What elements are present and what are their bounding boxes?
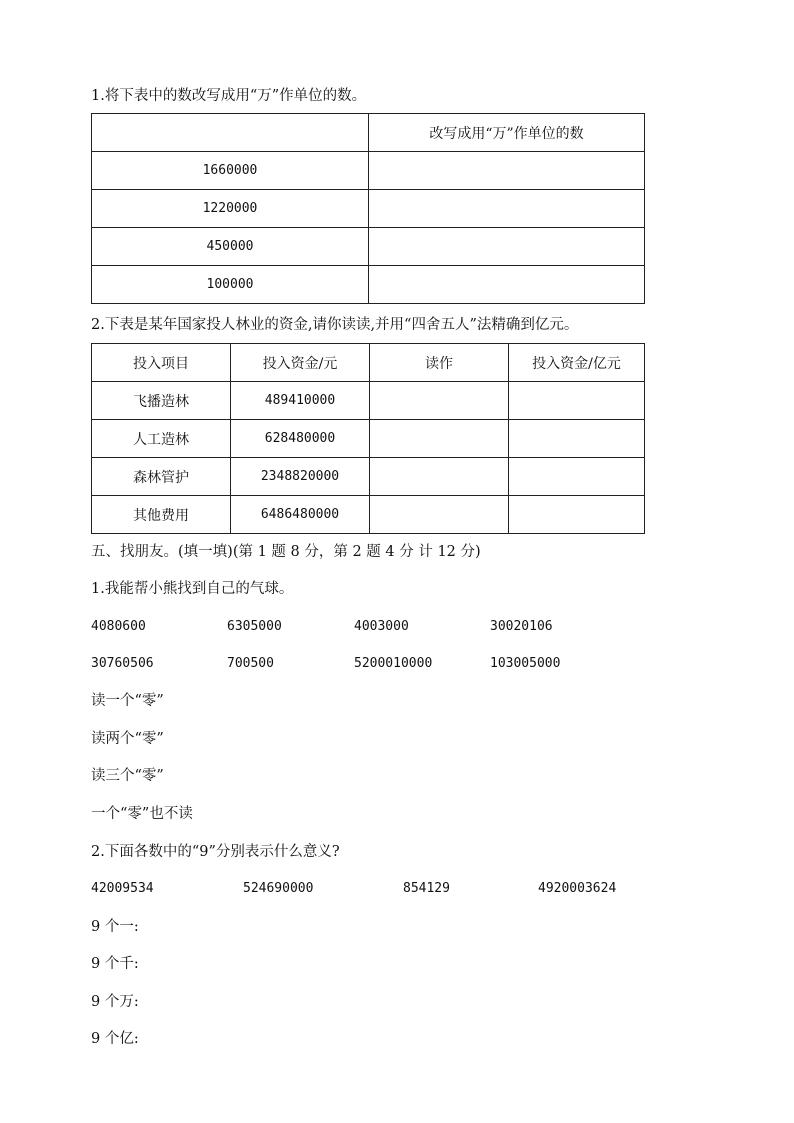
number-item: 4080600: [91, 619, 146, 634]
table-row: [92, 228, 645, 266]
section5-q1-title: 1.我能帮小熊找到自己的气球。: [91, 581, 294, 597]
number-item: 5200010000: [354, 656, 433, 671]
answer-cell[interactable]: [369, 152, 645, 190]
answer-cell[interactable]: [369, 190, 645, 228]
header-cell: 投入资金/亿元: [509, 344, 645, 382]
table-header-row: [92, 114, 645, 152]
number-item: 103005000: [490, 656, 561, 671]
answer-cell[interactable]: [509, 496, 645, 534]
nine-label: 9 个一:: [91, 919, 139, 935]
answer-cell[interactable]: [369, 266, 645, 304]
number-item: 4920003624: [538, 881, 617, 896]
q2-title: 2.下表是某年国家投人林业的资金,请你读读,并用“四舍五人”法精确到亿元。: [91, 317, 579, 333]
number-cell: 100000: [92, 266, 369, 304]
number-cell: 1220000: [92, 190, 369, 228]
table-row: [92, 420, 645, 458]
q1-table: [91, 113, 645, 304]
number-item: 700500: [227, 656, 274, 671]
item-cell: 森林管护: [92, 458, 231, 496]
answer-cell[interactable]: [509, 458, 645, 496]
q2-table: [91, 343, 645, 534]
table-row: [92, 190, 645, 228]
number-item: 6305000: [227, 619, 282, 634]
amount-cell: 489410000: [231, 382, 370, 420]
number-item: 854129: [403, 881, 450, 896]
nine-label: 9 个万:: [91, 994, 139, 1010]
amount-cell: 6486480000: [231, 496, 370, 534]
section5-title: 五、找朋友。(填一填)(第 1 题 8 分，第 2 题 4 分 计 12 分): [91, 544, 481, 560]
item-cell: 人工造林: [92, 420, 231, 458]
answer-cell[interactable]: [369, 228, 645, 266]
amount-cell: 2348820000: [231, 458, 370, 496]
header-cell: 投入项目: [92, 344, 231, 382]
table-row: [92, 266, 645, 304]
read-label: 一个“零”也不读: [91, 806, 193, 822]
item-cell: 飞播造林: [92, 382, 231, 420]
table-row: [92, 152, 645, 190]
read-label: 读三个“零”: [91, 768, 164, 784]
answer-cell[interactable]: [370, 496, 509, 534]
number-cell: 450000: [92, 228, 369, 266]
answer-cell[interactable]: [370, 420, 509, 458]
table-row: [92, 458, 645, 496]
answer-cell[interactable]: [509, 420, 645, 458]
answer-cell[interactable]: [370, 458, 509, 496]
table-row: [92, 382, 645, 420]
table-header-row: [92, 344, 645, 382]
read-label: 读两个“零”: [91, 731, 164, 747]
header-cell: 投入资金/元: [231, 344, 370, 382]
q1-title: 1.将下表中的数改写成用“万”作单位的数。: [91, 88, 367, 104]
number-item: 30760506: [91, 656, 154, 671]
answer-cell[interactable]: [509, 382, 645, 420]
number-item: 42009534: [91, 881, 154, 896]
header-cell: 读作: [370, 344, 509, 382]
number-item: 4003000: [354, 619, 409, 634]
read-label: 读一个“零”: [91, 693, 164, 709]
section5-q2-title: 2.下面各数中的“9”分别表示什么意义?: [91, 844, 340, 860]
number-item: 524690000: [243, 881, 314, 896]
item-cell: 其他费用: [92, 496, 231, 534]
nine-label: 9 个亿:: [91, 1031, 139, 1047]
amount-cell: 628480000: [231, 420, 370, 458]
header-cell: 改写成用“万”作单位的数: [369, 114, 645, 152]
answer-cell[interactable]: [370, 382, 509, 420]
table-row: [92, 496, 645, 534]
number-item: 30020106: [490, 619, 553, 634]
header-cell: [92, 114, 369, 152]
number-cell: 1660000: [92, 152, 369, 190]
nine-label: 9 个千:: [91, 956, 139, 972]
